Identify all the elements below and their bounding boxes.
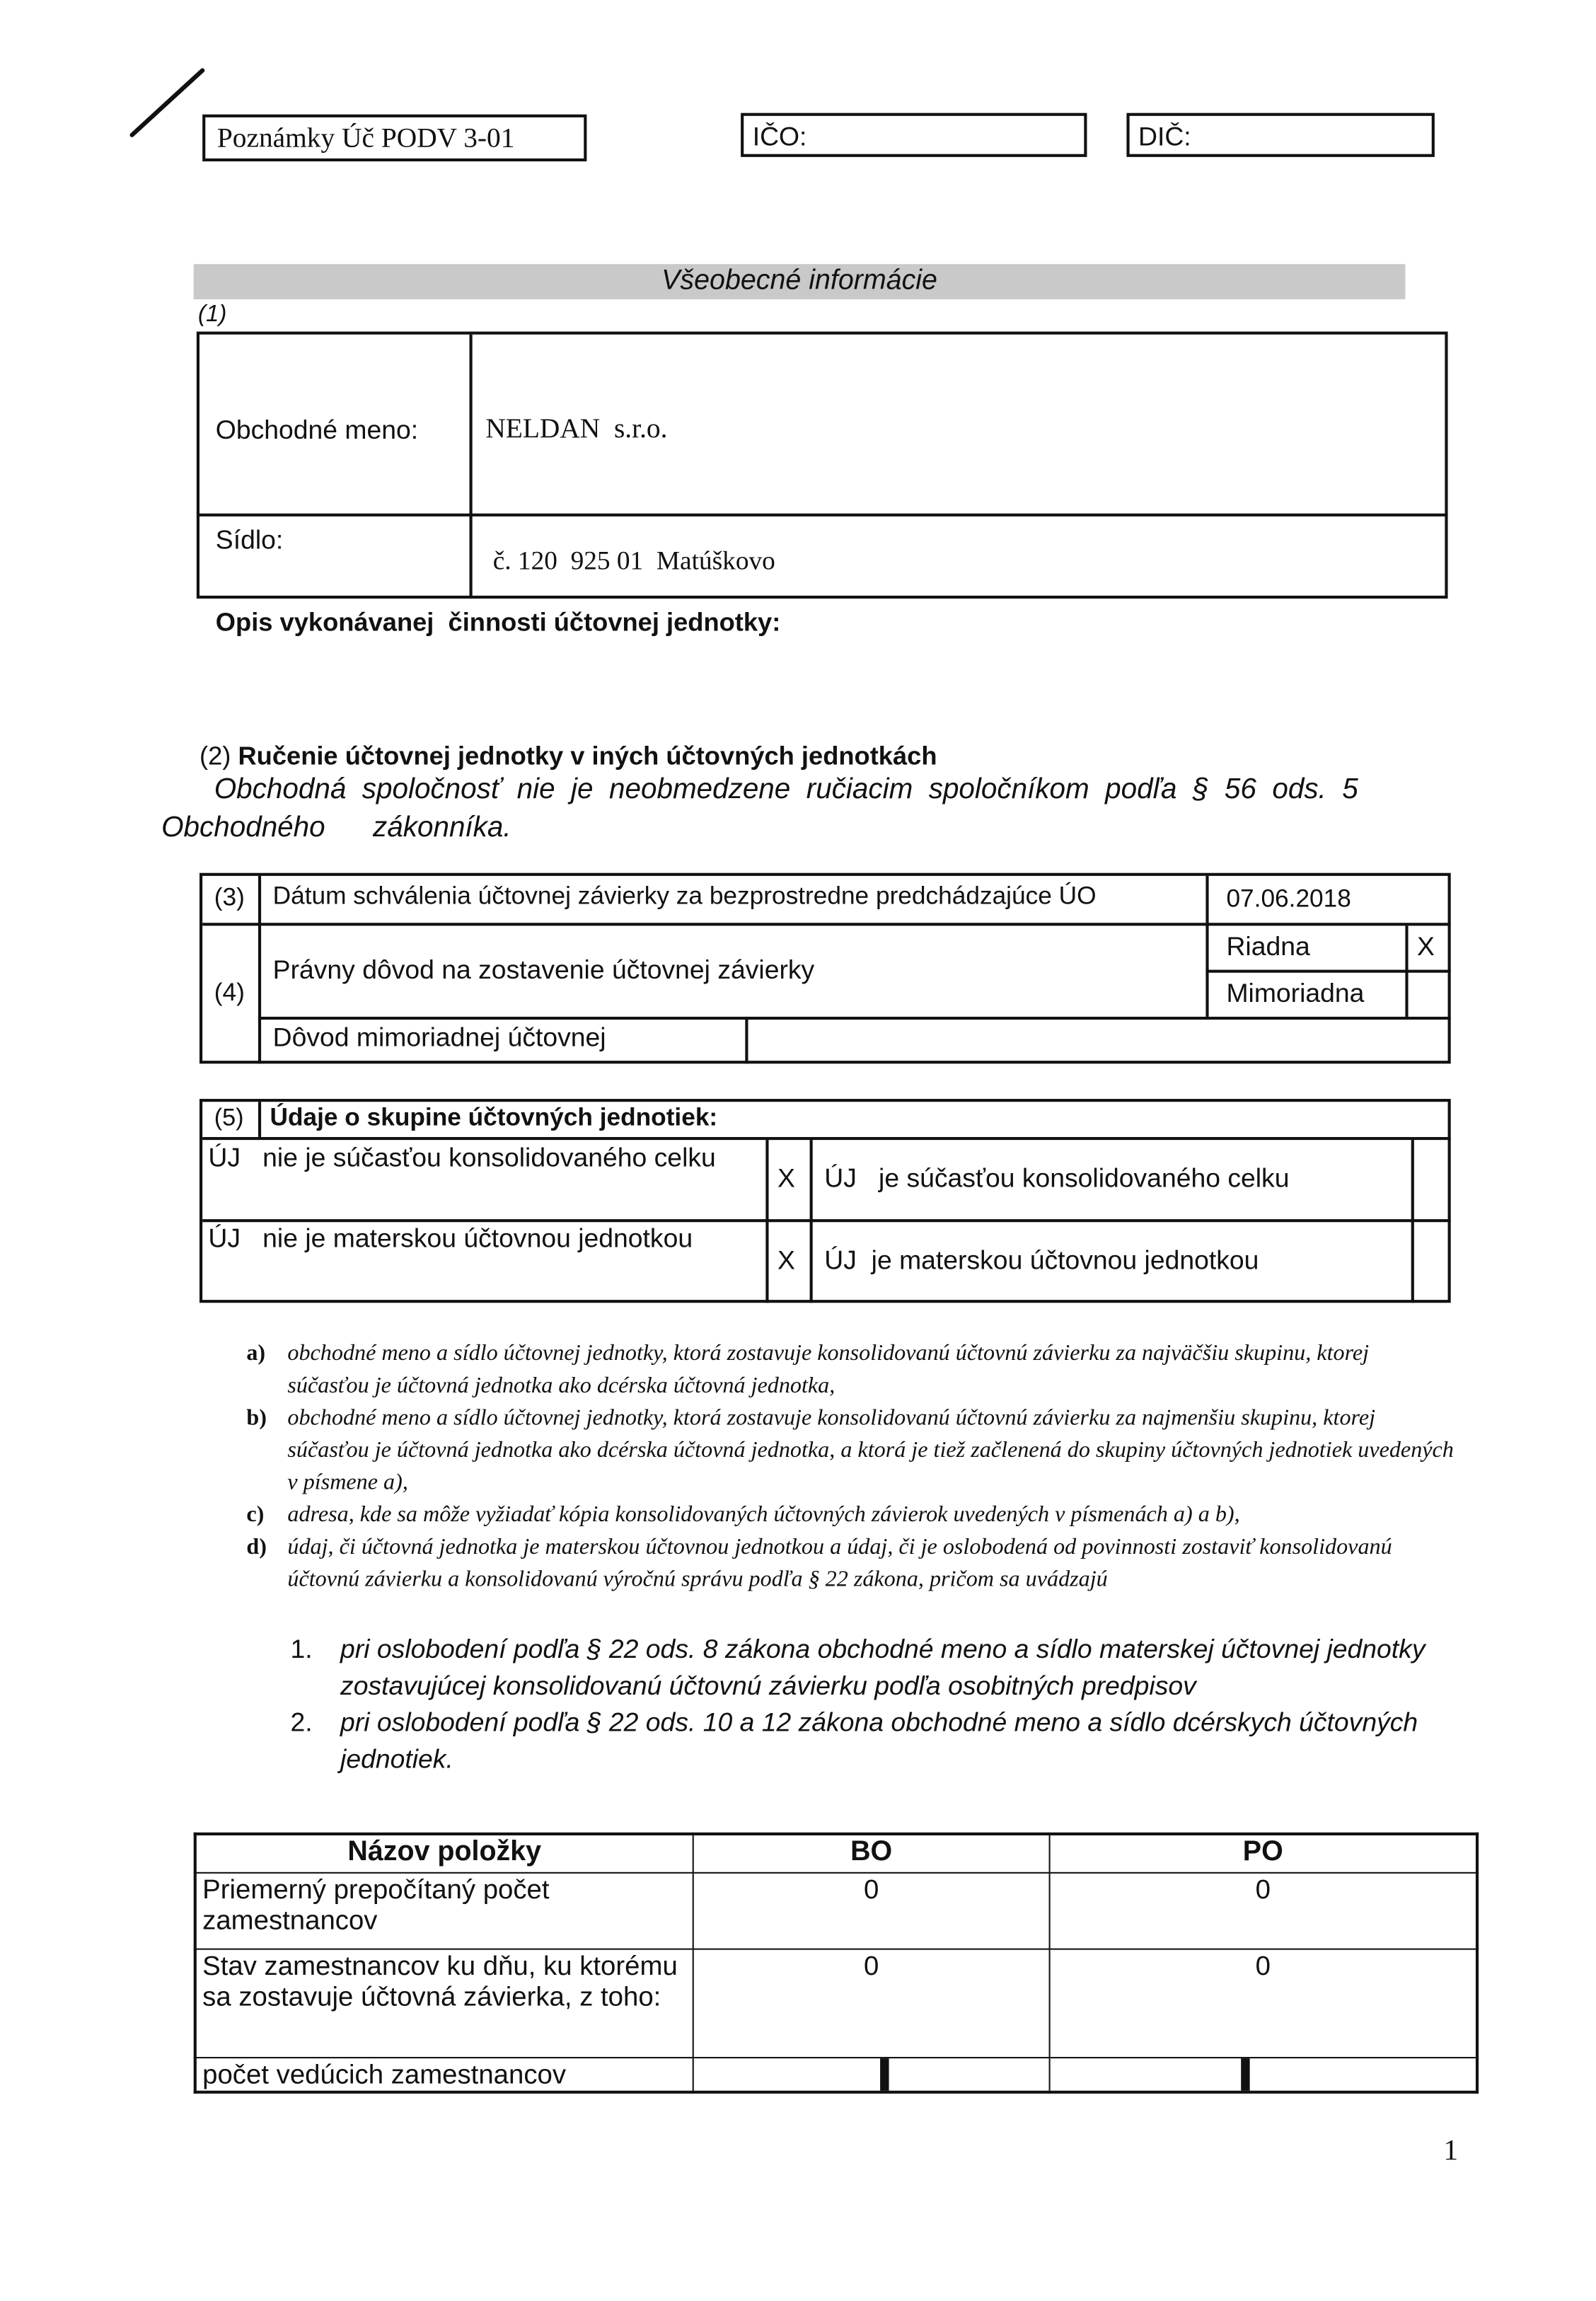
s2-heading <box>200 741 937 772</box>
group-row-2-left-checkbox[interactable]: X <box>777 1245 795 1275</box>
subnote-item <box>291 1705 1462 1778</box>
extra-reason-field[interactable] <box>751 1020 1450 1061</box>
activity-label: Opis vykonávanej činnosti účtovnej jednotky: <box>215 607 781 637</box>
pen-mark-decoration <box>126 64 208 146</box>
note-item <box>246 1402 1455 1499</box>
cell-marker-bar <box>880 2058 889 2091</box>
row-bo-value <box>693 2057 1050 2092</box>
row-po-value: 0 <box>1050 1949 1477 2057</box>
col-header-bo: BO <box>693 1834 1050 1872</box>
row-po-value <box>1050 2057 1477 2092</box>
subnote-text: pri oslobodení podľa § 22 ods. 10 a 12 zákona obchodné meno a sídlo dcérskych účtovných jednotiek. <box>340 1707 1418 1774</box>
section-banner-title: Všeobecné informácie <box>661 265 937 296</box>
subnote-marker: 2. <box>290 1707 313 1738</box>
note-text: obchodné meno a sídlo účtovnej jednotky, ktorá zostavuje konsolidovanú účtovnú závierku za najväčšiu skupinu, ktorej súčasťou je účtovná jednotka ako dcérska účtovná jednotka, <box>287 1341 1370 1399</box>
table-header-row <box>195 1834 1477 1872</box>
s2-line2: Obchodného zákonníka. <box>161 811 511 844</box>
subnote-marker: 1. <box>290 1634 313 1664</box>
row-po-value: 0 <box>1050 1872 1477 1949</box>
s3-date-value[interactable]: 07.06.2018 <box>1226 884 1351 913</box>
s4-number: (4) <box>214 979 245 1007</box>
option-riadna-label: Riadna <box>1226 931 1310 962</box>
group-row-1-right-checkbox[interactable] <box>1414 1143 1450 1216</box>
s1-number: (1) <box>197 302 227 328</box>
s5-number: (5) <box>214 1105 244 1131</box>
s2-title: Ručenie účtovnej jednotky v iných účtovných jednotkách <box>238 741 937 771</box>
subnotes-list <box>291 1632 1462 1778</box>
page-number: 1 <box>1443 2134 1459 2167</box>
divider <box>470 335 472 599</box>
approval-table <box>200 873 1451 1064</box>
dic-field[interactable] <box>1126 113 1434 157</box>
s5-title: Údaje o skupine účtovných jednotiek: <box>270 1103 718 1131</box>
option-riadna-checkbox[interactable]: X <box>1417 931 1435 962</box>
note-marker: d) <box>246 1534 267 1560</box>
note-marker: a) <box>246 1341 266 1366</box>
subnote-text: pri oslobodení podľa § 22 ods. 8 zákona obchodné meno a sídlo materskej účtovnej jednotky zostavujúcej konsolidovanú účtovnú závierku podľa osobitných predpisov <box>340 1634 1426 1701</box>
ico-label: IČO: <box>752 122 807 151</box>
option-mimoriadna-checkbox[interactable] <box>1409 973 1450 1014</box>
ico-field[interactable] <box>741 113 1087 157</box>
row-label: počet vedúcich zamestnancov <box>195 2057 693 2092</box>
note-item <box>246 1338 1455 1402</box>
note-text: obchodné meno a sídlo účtovnej jednotky, ktorá zostavuje konsolidovanú účtovnú závierku za najmenšiu skupinu, ktorej súčasťou je účtovná jednotka ako dcérska účtovná jednotka, a ktorá je tiež začlenená do skupiny účtovných jednotiek uvedených v písmene a), <box>287 1405 1454 1495</box>
form-label: Poznámky Úč PODV 3-01 <box>216 123 515 154</box>
row-label: Priemerný prepočítaný počet zamestnancov <box>195 1872 693 1949</box>
note-text: údaj, či účtovná jednotka je materskou účtovnou jednotkou a údaj, či je oslobodená od povinnosti zostaviť konsolidovanú účtovnú závierku a konsolidovanú výročnú správu podľa § 22 zákona, pričom sa uvádzajú <box>287 1534 1392 1592</box>
table-row <box>195 1949 1477 2057</box>
group-row-1-left: ÚJ nie je súčasťou konsolidovaného celku <box>208 1143 716 1172</box>
s3-number: (3) <box>214 883 245 911</box>
col-header-item: Názov položky <box>195 1834 693 1872</box>
group-row-1-right: ÚJ je súčasťou konsolidovaného celku <box>824 1163 1290 1193</box>
note-marker: c) <box>246 1502 265 1528</box>
group-row-2-left: ÚJ nie je materskou účtovnou jednotkou <box>208 1223 693 1253</box>
group-row-1-left-checkbox[interactable]: X <box>777 1163 795 1193</box>
note-item <box>246 1532 1455 1596</box>
group-row-2-right-checkbox[interactable] <box>1414 1225 1450 1298</box>
row-bo-value: 0 <box>693 1949 1050 2057</box>
employees-table <box>194 1833 1479 2094</box>
table-row <box>195 1872 1477 1949</box>
option-mimoriadna-label: Mimoriadna <box>1226 979 1365 1008</box>
s2-number: (2) <box>199 741 231 771</box>
note-marker: b) <box>246 1405 267 1431</box>
s4-label: Právny dôvod na zostavenie účtovnej závierky <box>272 955 815 985</box>
dic-label: DIČ: <box>1138 122 1191 151</box>
divider <box>200 514 1448 517</box>
cell-marker-bar <box>1241 2058 1249 2091</box>
col-header-po: PO <box>1050 1834 1477 1872</box>
table-row <box>195 2057 1477 2092</box>
s2-line1: Obchodná spoločnosť nie je neobmedzene ručiacim spoločníkom podľa § 56 ods. 5 <box>214 773 1358 806</box>
notes-list <box>246 1338 1455 1596</box>
group-row-2-right: ÚJ je materskou účtovnou jednotkou <box>824 1245 1259 1275</box>
company-name-value: NELDAN s.r.o. <box>485 413 668 445</box>
company-info-table <box>197 332 1448 599</box>
note-text: adresa, kde sa môže vyžiadať kópia konsolidovaných účtovných závierok uvedených v písmenách a) a b), <box>287 1502 1240 1528</box>
company-name-label: Obchodné meno: <box>215 415 419 445</box>
form-label-box <box>202 115 586 161</box>
row-bo-value: 0 <box>693 1872 1050 1949</box>
subnote-item <box>291 1632 1462 1705</box>
seat-value: č. 120 925 01 Matúškovo <box>492 546 775 575</box>
s3-label: Dátum schválenia účtovnej závierky za bezprostredne predchádzajúce ÚO <box>272 882 1097 910</box>
section-banner <box>194 264 1406 299</box>
note-item <box>246 1499 1455 1532</box>
seat-label: Sídlo: <box>215 525 284 555</box>
group-info-table <box>200 1099 1451 1303</box>
row-label: Stav zamestnancov ku dňu, ku ktorému sa zostavuje účtovná závierka, z toho: <box>195 1949 693 2057</box>
extra-reason-label: Dôvod mimoriadnej účtovnej <box>272 1022 606 1052</box>
